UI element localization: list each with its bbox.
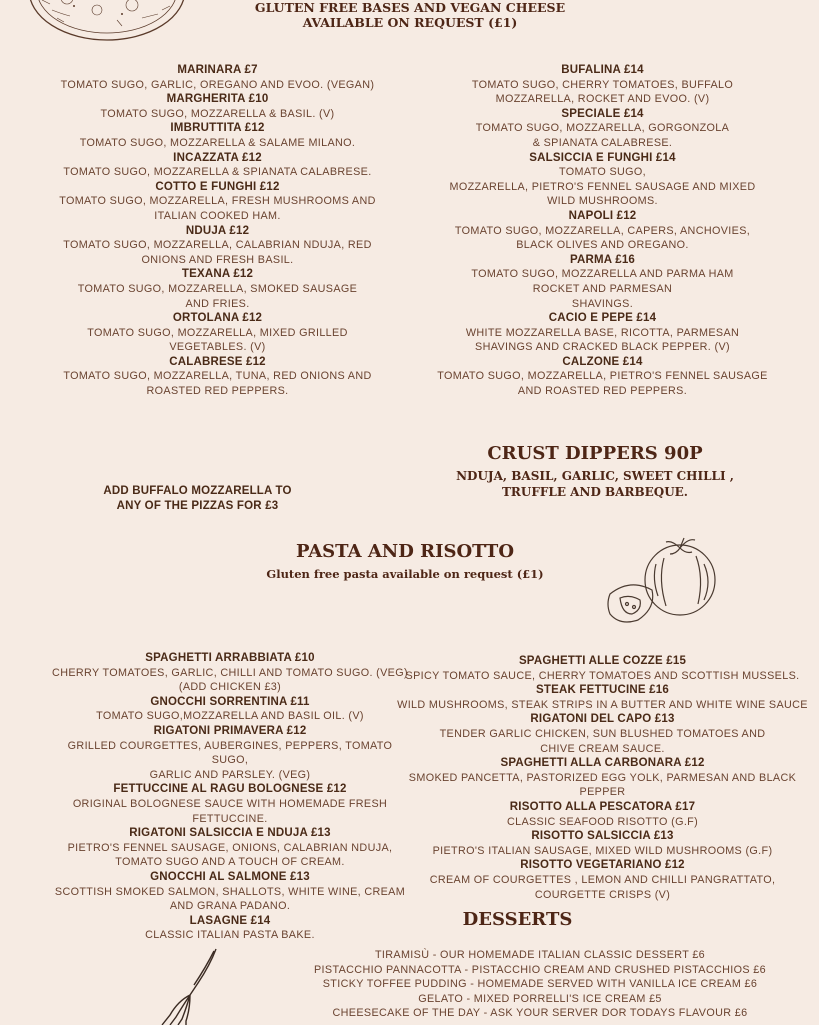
dessert-item: PISTACCHIO PANNACOTTA - PISTACCHIO CREAM AND CRUSHED PISTACCHIOS £6 xyxy=(314,963,766,976)
pasta-item xyxy=(50,914,410,943)
pizza-item-description: TOMATO SUGO, MOZZARELLA, FRESH MUSHROOMS AND xyxy=(59,195,376,208)
pizza-item xyxy=(40,267,395,311)
pizza-item-title: MARINARA £7 xyxy=(177,64,258,76)
pizza-item-title: NDUJA £12 xyxy=(185,224,250,237)
pasta-item-title: SPAGHETTI ALLA CARBONARA £12 xyxy=(500,757,705,770)
pasta-item-description: CLASSIC ITALIAN PASTA BAKE. xyxy=(145,929,315,942)
pizza-item xyxy=(425,107,780,151)
pizza-item-description: AND FRIES. xyxy=(185,297,250,310)
pizza-item-description: TOMATO SUGO, xyxy=(559,166,646,179)
pasta-item-description: COURGETTE CRISPS (V) xyxy=(534,888,671,901)
pizza-item-title: TEXANA £12 xyxy=(181,268,254,281)
pizza-item-description: TOMATO SUGO, MOZZARELLA AND PARMA HAM xyxy=(471,268,734,281)
pasta-item xyxy=(395,829,810,858)
pizza-item xyxy=(425,209,780,253)
pizza-item xyxy=(40,311,395,355)
pizza-menu-left xyxy=(40,63,395,399)
crust-dippers-line2: TRUFFLE AND BARBEQUE. xyxy=(502,484,688,499)
pasta-item xyxy=(50,826,410,870)
pasta-item xyxy=(395,756,810,800)
dessert-item: GELATO - MIXED PORRELLI'S ICE CREAM £5 xyxy=(418,992,662,1005)
pizza-illustration xyxy=(22,0,192,46)
dessert-item: STICKY TOFFEE PUDDING - HOMEMADE SERVED WITH VANILLA ICE CREAM £6 xyxy=(322,978,758,991)
pizza-item xyxy=(425,63,780,107)
pizza-item-description: TOMATO SUGO, MOZZARELLA & SALAME MILANO. xyxy=(79,136,356,149)
pasta-item xyxy=(395,712,810,756)
pizza-item-description: TOMATO SUGO, MOZZARELLA, CAPERS, ANCHOVIES, xyxy=(454,224,751,237)
pizza-item-description: SHAVINGS. xyxy=(571,297,634,310)
pasta-item-description: ORIGINAL BOLOGNESE SAUCE WITH HOMEMADE FRESH xyxy=(72,797,388,810)
pizza-item-description: WHITE MOZZARELLA BASE, RICOTTA, PARMESAN xyxy=(465,326,740,339)
pizza-item-title: MARGHERITA £10 xyxy=(166,93,269,106)
pasta-item xyxy=(395,654,810,683)
fork-illustration xyxy=(140,945,230,1025)
pizza-item-description: TOMATO SUGO, MOZZARELLA, SMOKED SAUSAGE xyxy=(77,282,358,295)
pizza-item xyxy=(40,63,395,92)
tomato-illustration xyxy=(600,534,725,629)
pizza-item xyxy=(425,151,780,209)
pizza-item-description: ROASTED RED PEPPERS. xyxy=(146,385,289,398)
pizza-item xyxy=(40,224,395,268)
pizza-item-description: TOMATO SUGO, MOZZARELLA, CALABRIAN NDUJA, RED xyxy=(63,239,372,252)
pizza-item-title: INCAZZATA £12 xyxy=(173,151,262,164)
pasta-item-description: CHIVE CREAM SAUCE. xyxy=(540,742,665,755)
pizza-item-description: TOMATO SUGO, MOZZARELLA, MIXED GRILLED xyxy=(87,326,348,339)
pizza-item-description: TOMATO SUGO, MOZZARELLA, PIETRO'S FENNEL SAUSAGE xyxy=(437,370,768,383)
pizza-item-description: ROCKET AND PARMESAN xyxy=(532,282,673,295)
pizza-item-description: ONIONS AND FRESH BASIL. xyxy=(141,253,294,266)
pasta-item-description: TOMATO SUGO,MOZZARELLA AND BASIL OIL. (V) xyxy=(96,710,364,723)
pasta-item-title: RIGATONI DEL CAPO £13 xyxy=(530,713,675,726)
pasta-item-description: FETTUCCINE. xyxy=(192,812,268,825)
pizza-item-description: SHAVINGS AND CRACKED BLACK PEPPER. (V) xyxy=(475,341,730,354)
pizza-item-title: IMBRUTTITA £12 xyxy=(170,122,265,135)
gluten-free-line1: GLUTEN FREE BASES AND VEGAN CHEESE xyxy=(254,0,566,15)
pasta-menu-right xyxy=(395,654,810,902)
crust-dippers-line1: NDUJA, BASIL, GARLIC, SWEET CHILLI , xyxy=(456,469,734,483)
pasta-item-description: CLASSIC SEAFOOD RISOTTO (G.F) xyxy=(506,815,699,828)
pasta-item-title: SPAGHETTI ARRABBIATA £10 xyxy=(145,652,315,664)
pizza-item-description: MOZZARELLA, ROCKET AND EVOO. (V) xyxy=(495,93,710,106)
pizza-item-title: CALZONE £14 xyxy=(562,355,643,368)
pizza-item-description: & SPIANATA CALABRESE. xyxy=(532,136,673,149)
pizza-item xyxy=(40,151,395,180)
pizza-item-title: CACIO E PEPE £14 xyxy=(548,312,657,325)
pasta-item-description: TENDER GARLIC CHICKEN, SUN BLUSHED TOMATOES AND xyxy=(439,727,766,740)
pizza-item-description: TOMATO SUGO, MOZZARELLA & SPIANATA CALABRESE. xyxy=(63,166,372,179)
pizza-menu-right xyxy=(425,63,780,399)
pasta-item-description: SMOKED PANCETTA, PASTORIZED EGG YOLK, PARMESAN AND BLACK PEPPER xyxy=(408,771,797,799)
dessert-item: TIRAMISÙ - OUR HOMEMADE ITALIAN CLASSIC DESSERT £6 xyxy=(374,949,706,961)
pasta-item xyxy=(50,724,410,782)
pasta-item-description: CREAM OF COURGETTES , LEMON AND CHILLI PANGRATTATO, xyxy=(429,873,776,886)
pizza-item xyxy=(425,311,780,355)
pasta-item-title: SPAGHETTI ALLE COZZE £15 xyxy=(518,655,687,667)
pasta-item-description: GRILLED COURGETTES, AUBERGINES, PEPPERS, TOMATO SUGO, xyxy=(67,739,393,767)
pizza-item-title: BUFALINA £14 xyxy=(561,64,644,76)
desserts-title: DESSERTS xyxy=(462,909,573,930)
pasta-item-description: SCOTTISH SMOKED SALMON, SHALLOTS, WHITE WINE, CREAM xyxy=(54,885,406,898)
pizza-item-title: PARMA £16 xyxy=(569,253,636,266)
pasta-title: PASTA AND RISOTTO xyxy=(295,541,514,562)
pasta-item-description: TOMATO SUGO AND A TOUCH OF CREAM. xyxy=(115,856,345,869)
pasta-item-title: RISOTTO SALSICCIA £13 xyxy=(531,830,674,843)
pasta-item-title: STEAK FETTUCINE £16 xyxy=(536,684,669,697)
crust-dippers-flavours xyxy=(420,469,770,500)
pasta-item xyxy=(50,870,410,914)
pasta-item-title: RIGATONI PRIMAVERA £12 xyxy=(153,724,307,737)
buffalo-mozzarella-note xyxy=(60,484,335,513)
crust-dippers-title: CRUST DIPPERS 90P xyxy=(487,443,703,464)
pasta-item-title: RISOTTO VEGETARIANO £12 xyxy=(520,859,685,872)
pizza-item-description: MOZZARELLA, PIETRO'S FENNEL SAUSAGE AND MIXED xyxy=(449,180,756,193)
pizza-item-description: ITALIAN COOKED HAM. xyxy=(154,209,281,222)
pasta-item-description: GARLIC AND PARSLEY. (VEG) xyxy=(149,768,311,781)
pasta-item-title: FETTUCCINE AL RAGU BOLOGNESE £12 xyxy=(113,783,347,796)
pasta-item-title: RISOTTO ALLA PESCATORA £17 xyxy=(509,800,696,813)
pizza-item-description: TOMATO SUGO, CHERRY TOMATOES, BUFFALO xyxy=(471,78,734,91)
pasta-subtitle: Gluten free pasta available on request (£1) xyxy=(266,567,544,581)
pizza-item-description: TOMATO SUGO, MOZZARELLA & BASIL. (V) xyxy=(100,107,335,120)
buffalo-note-line1: ADD BUFFALO MOZZARELLA TO xyxy=(103,485,292,497)
pizza-item-title: NAPOLI £12 xyxy=(568,209,637,222)
pasta-item-title: LASAGNE £14 xyxy=(189,914,271,927)
pizza-item-description: BLACK OLIVES AND OREGANO. xyxy=(516,239,689,252)
gluten-free-notice xyxy=(200,0,620,30)
pizza-item-title: CALABRESE £12 xyxy=(169,355,266,368)
pizza-item xyxy=(425,355,780,399)
pizza-item-description: WILD MUSHROOMS. xyxy=(547,195,658,208)
buffalo-note-line2: ANY OF THE PIZZAS FOR £3 xyxy=(116,499,279,512)
pasta-item xyxy=(395,858,810,902)
pasta-item-description: AND GRANA PADANO. xyxy=(169,900,291,913)
pasta-item-description: PIETRO'S FENNEL SAUSAGE, ONIONS, CALABRIAN NDUJA, xyxy=(67,841,393,854)
pizza-item xyxy=(40,180,395,224)
pizza-item-description: VEGETABLES. (V) xyxy=(169,341,266,354)
pizza-item-title: COTTO E FUNGHI £12 xyxy=(155,180,280,193)
pasta-item-description: CHERRY TOMATOES, GARLIC, CHILLI AND TOMATO SUGO. (VEG) xyxy=(52,666,408,679)
pizza-item-description: TOMATO SUGO, MOZZARELLA, TUNA, RED ONIONS AND xyxy=(63,370,372,383)
pasta-item-title: GNOCCHI SORRENTINA £11 xyxy=(150,695,310,708)
desserts-list xyxy=(280,948,800,1021)
pasta-item xyxy=(50,782,410,826)
pizza-item xyxy=(40,92,395,121)
pasta-item-description: PIETRO'S ITALIAN SAUSAGE, MIXED WILD MUSHROOMS (G.F) xyxy=(432,844,773,857)
dessert-item: CHEESECAKE OF THE DAY - ASK YOUR SERVER DOR TODAYS FLAVOUR £6 xyxy=(332,1007,748,1020)
pasta-item-description: WILD MUSHROOMS, STEAK STRIPS IN A BUTTER AND WHITE WINE SAUCE xyxy=(397,698,808,711)
pizza-item-description: TOMATO SUGO, MOZZARELLA, GORGONZOLA xyxy=(475,122,730,135)
pizza-item-description: TOMATO SUGO, GARLIC, OREGANO AND EVOO. (VEGAN) xyxy=(60,78,375,91)
pasta-item xyxy=(50,651,410,695)
pizza-item-description: AND ROASTED RED PEPPERS. xyxy=(517,385,688,398)
pasta-item xyxy=(395,683,810,712)
pizza-item-title: SALSICCIA E FUNGHI £14 xyxy=(529,151,676,164)
pasta-item-description: SPICY TOMATO SAUCE, CHERRY TOMATOES AND SCOTTISH MUSSELS. xyxy=(405,669,800,682)
pasta-menu-left xyxy=(50,651,410,943)
pasta-item-title: RIGATONI SALSICCIA E NDUJA £13 xyxy=(129,827,331,840)
pasta-item-description: (ADD CHICKEN £3) xyxy=(178,681,282,694)
pizza-item-title: ORTOLANA £12 xyxy=(172,312,263,325)
pizza-item-title: SPECIALE £14 xyxy=(561,107,644,120)
pasta-item xyxy=(395,800,810,829)
pizza-item xyxy=(425,253,780,311)
gluten-free-line2: AVAILABLE ON REQUEST (£1) xyxy=(302,15,518,30)
pasta-item xyxy=(50,695,410,724)
pizza-item xyxy=(40,121,395,150)
pizza-item xyxy=(40,355,395,399)
pasta-item-title: GNOCCHI AL SALMONE £13 xyxy=(150,870,310,883)
